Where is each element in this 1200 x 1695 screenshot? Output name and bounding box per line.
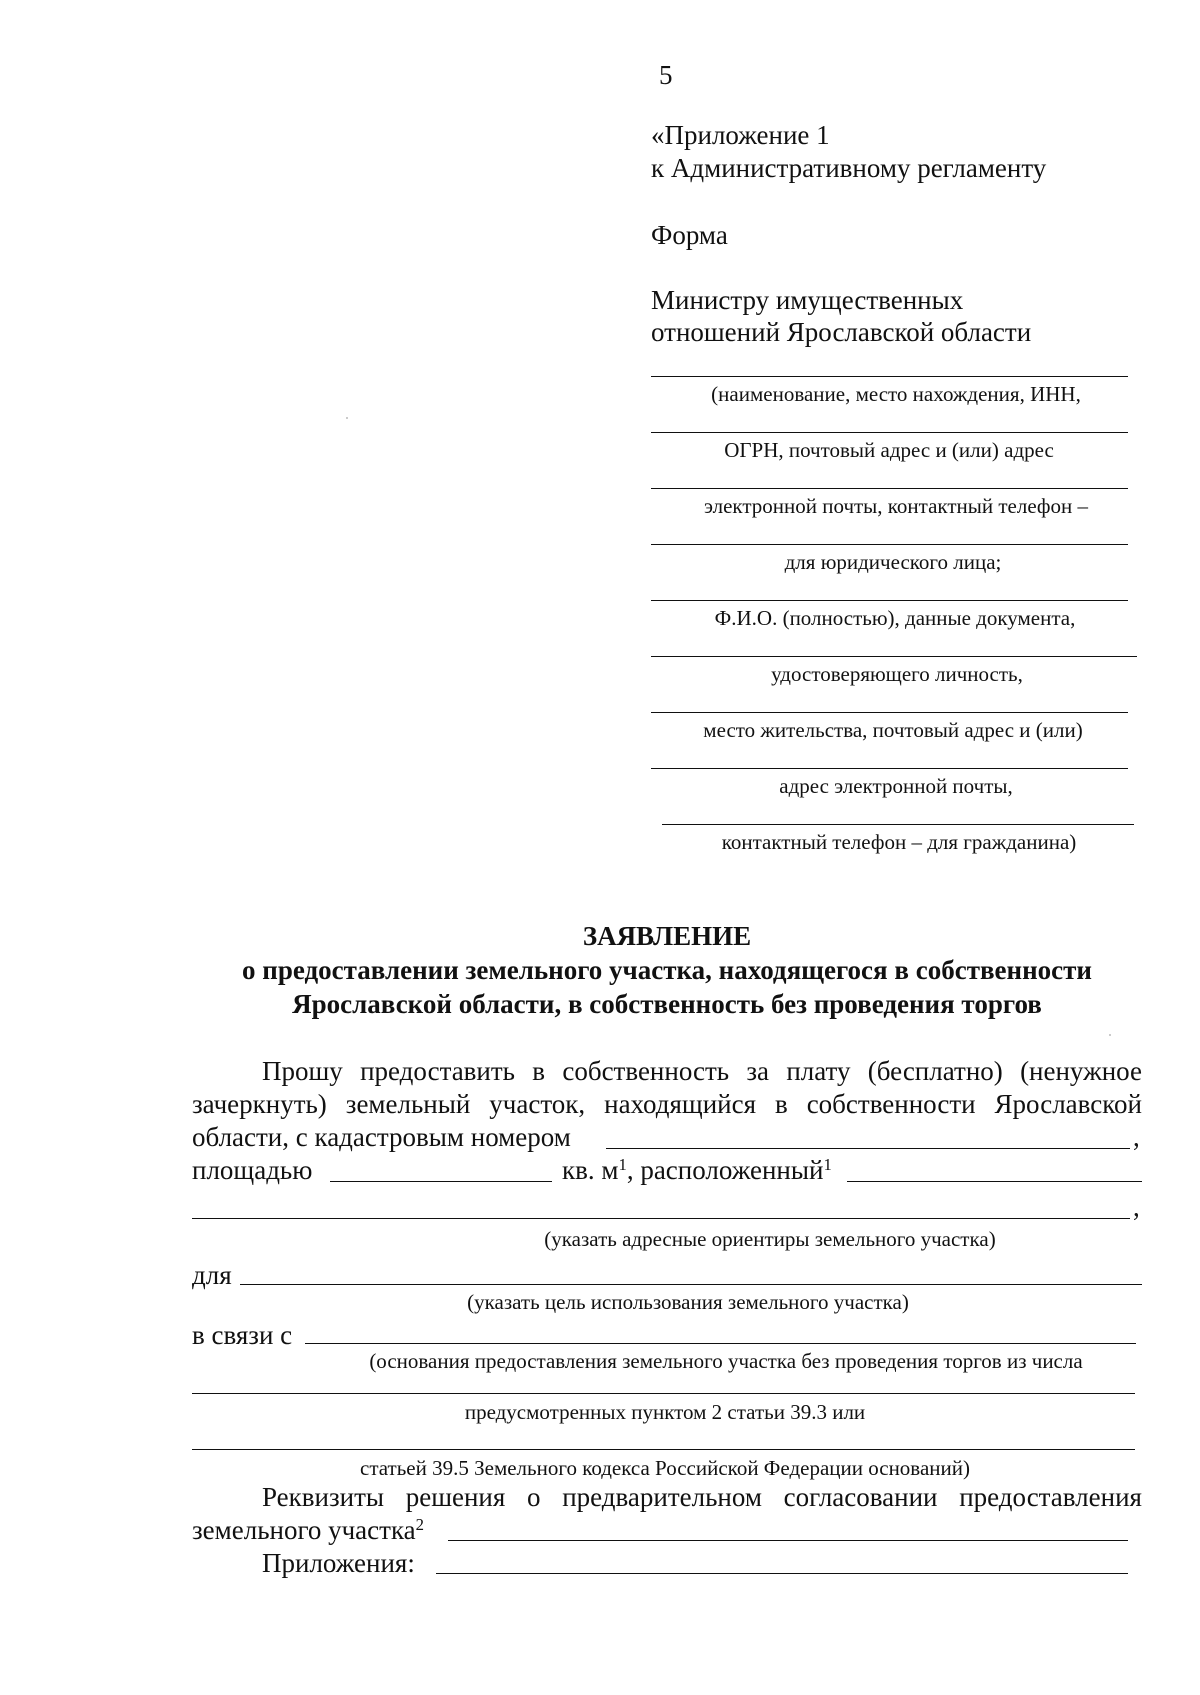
form-label: Форма [651,220,728,250]
document-subtitle-1: о предоставлении земельного участка, находящегося в собственности [242,955,1092,985]
area-unit-text: кв. м [562,1155,619,1185]
applicant-field-line-7[interactable] [651,712,1128,713]
cadastral-number-label: области, с кадастровым номером [192,1122,571,1152]
decision-field[interactable] [448,1540,1128,1541]
area-field[interactable] [330,1181,552,1182]
request-line-2 [192,1091,1142,1118]
decision-label [192,1514,425,1545]
applicant-field-line-4[interactable] [651,544,1128,545]
request-word: собственность [562,1056,730,1086]
applicant-caption-9: контактный телефон – для гражданина) [721,830,1077,854]
document-subtitle-2: Ярославской области, в собственность без проведения торгов [292,989,1042,1019]
request-word: в [774,1089,788,1119]
applicant-field-line-9[interactable] [662,824,1134,825]
appendix-label: «Приложение 1 [651,120,830,150]
scan-speck [1109,1034,1111,1036]
area-unit [562,1154,832,1185]
cadastral-number-field[interactable] [606,1148,1130,1149]
applicant-caption-7: место жительства, почтовый адрес и (или) [703,718,1083,742]
purpose-field[interactable] [240,1284,1142,1285]
applicant-field-line-5[interactable] [651,600,1128,601]
page-number: 5 [659,60,673,90]
location-field-start[interactable] [847,1181,1142,1182]
request-word: плату [786,1056,851,1086]
request-word: в [532,1056,546,1086]
purpose-caption: (указать цель использования земельного участка) [467,1290,909,1314]
request-word: за [746,1056,770,1086]
applicant-caption-2: ОГРН, почтовый адрес и (или) адрес [724,438,1054,462]
request-word: (ненужное [1020,1056,1142,1086]
request-line-1 [262,1058,1142,1085]
cadastral-comma: , [1133,1122,1140,1152]
reason-caption-3: статьей 39.5 Земельного кодекса Российской Федерации оснований) [360,1456,970,1480]
applicant-field-line-1[interactable] [651,376,1128,377]
footnote-marker-1b: 1 [823,1154,832,1174]
reason-field-2[interactable] [192,1393,1135,1394]
decision-word: решения [405,1482,506,1512]
request-word: зачеркнуть) [192,1089,327,1119]
applicant-field-line-3[interactable] [651,488,1128,489]
addressee-line-2: отношений Ярославской области [651,317,1032,347]
applicant-caption-8: адрес электронной почты, [779,774,1013,798]
located-label: , расположенный [626,1155,824,1185]
area-label: площадью [192,1155,313,1185]
decision-word: предварительном [562,1482,762,1512]
reason-caption-2: предусмотренных пунктом 2 статьи 39.3 или [464,1400,866,1424]
address-comma: , [1133,1192,1140,1222]
applicant-caption-4: для юридического лица; [784,550,1002,574]
applicant-caption-1: (наименование, место нахождения, ИНН, [711,382,1081,406]
reason-field-3[interactable] [192,1449,1135,1450]
request-word: (бесплатно) [867,1056,1003,1086]
address-field[interactable] [192,1218,1130,1219]
request-word: земельный [345,1089,471,1119]
request-word: Прошу [262,1056,343,1086]
request-word: собственности [806,1089,976,1119]
decision-label-text: земельного участка [192,1515,416,1545]
applicant-field-line-8[interactable] [651,768,1128,769]
address-caption: (указать адресные ориентиры земельного участка) [544,1227,996,1251]
applicant-caption-3: электронной почты, контактный телефон – [703,494,1089,518]
applicant-caption-5: Ф.И.О. (полностью), данные документа, [714,606,1076,630]
request-word: Ярославской [994,1089,1142,1119]
decision-word: Реквизиты [262,1482,385,1512]
attachments-label: Приложения: [262,1548,415,1578]
reason-caption-1: (основания предоставления земельного участка без проведения торгов из числа [369,1349,1083,1373]
footnote-marker-1: 1 [618,1154,627,1174]
attachments-field[interactable] [436,1573,1128,1574]
decision-line-1 [262,1484,1142,1511]
regulation-label: к Административному регламенту [651,153,1047,183]
document-title: ЗАЯВЛЕНИЕ [582,921,752,951]
reason-label: в связи с [192,1320,293,1350]
scan-speck [346,417,348,419]
applicant-caption-6: удостоверяющего личность, [771,662,1023,686]
request-word: предоставить [360,1056,515,1086]
reason-field[interactable] [305,1343,1136,1344]
applicant-field-line-2[interactable] [651,432,1128,433]
footnote-marker-2: 2 [415,1514,425,1534]
addressee-line-1: Министру имущественных [651,285,964,315]
request-word: находящийся [604,1089,756,1119]
applicant-field-line-6[interactable] [651,656,1137,657]
request-word: участок, [489,1089,586,1119]
purpose-label: для [192,1260,232,1290]
decision-word: согласовании [783,1482,938,1512]
decision-word: предоставления [959,1482,1142,1512]
decision-word: о [527,1482,541,1512]
